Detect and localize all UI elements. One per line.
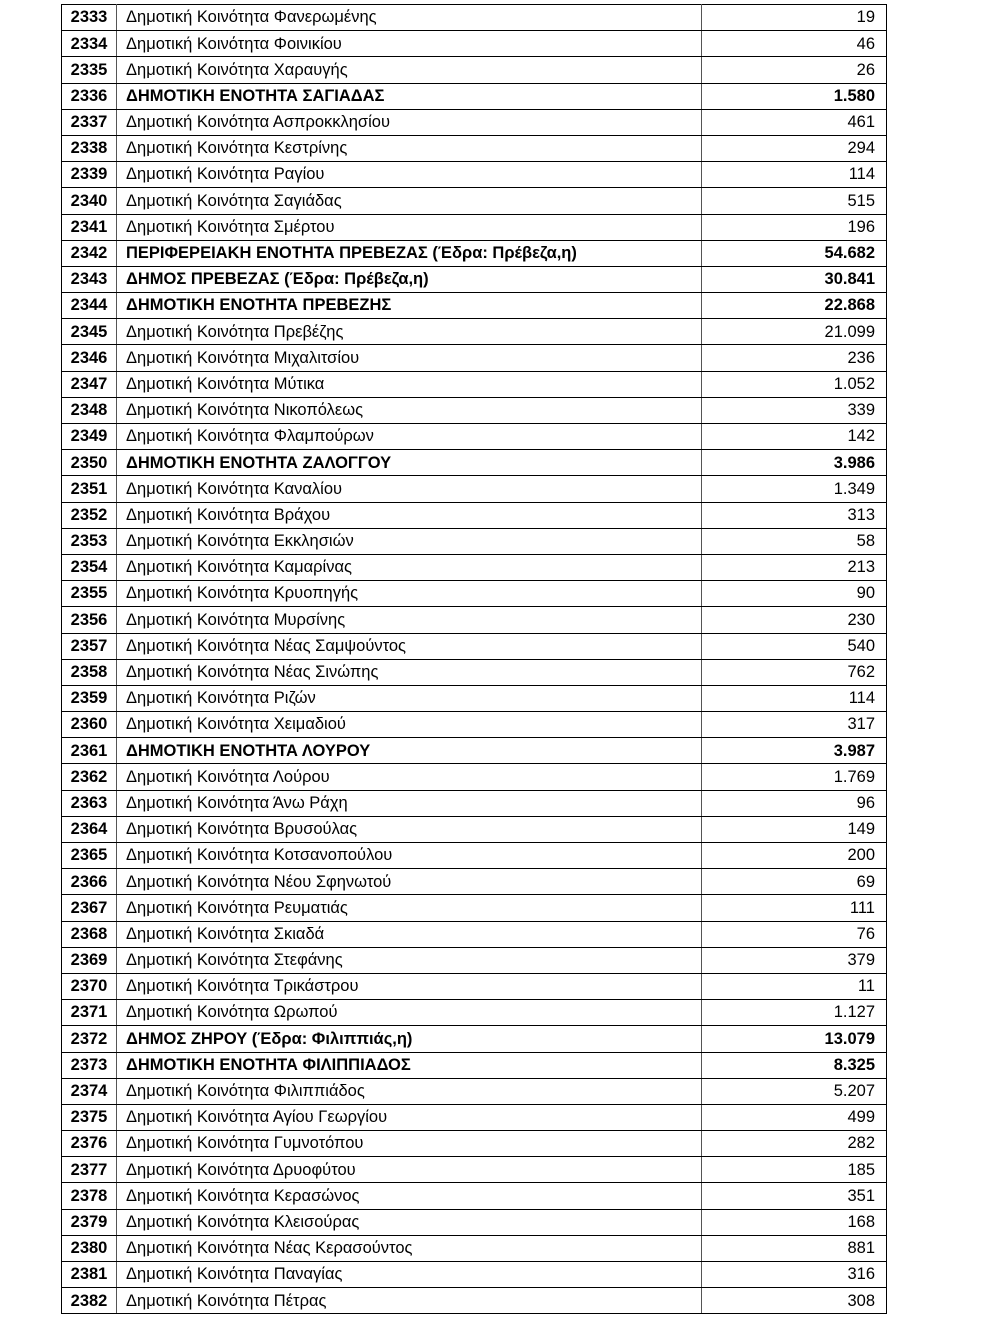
row-code-cell: 2371: [62, 1000, 117, 1026]
row-population-cell: 1.580: [702, 83, 887, 109]
table-row: [62, 1000, 887, 1026]
row-population-cell: 351: [702, 1183, 887, 1209]
table-row-subtotal: [62, 293, 887, 319]
row-name-cell: Δημοτική Κοινότητα Φιλιππιάδος: [117, 1078, 702, 1104]
row-name-cell: Δημοτική Κοινότητα Σκιαδά: [117, 921, 702, 947]
row-population-cell: 1.769: [702, 764, 887, 790]
row-name-cell: Δημοτική Κοινότητα Κρυοπηγής: [117, 581, 702, 607]
row-name-cell: ΔΗΜΟΤΙΚΗ ΕΝΟΤΗΤΑ ΣΑΓΙΑΔΑΣ: [117, 83, 702, 109]
row-code-cell: 2356: [62, 607, 117, 633]
row-population-cell: 111: [702, 895, 887, 921]
table-row-subtotal: [62, 266, 887, 292]
row-code-cell: 2364: [62, 816, 117, 842]
table-row: [62, 973, 887, 999]
row-population-cell: 515: [702, 188, 887, 214]
row-code-cell: 2373: [62, 1052, 117, 1078]
row-population-cell: 30.841: [702, 266, 887, 292]
row-name-cell: Δημοτική Κοινότητα Φοινικίου: [117, 31, 702, 57]
table-row: [62, 1104, 887, 1130]
table-row: [62, 371, 887, 397]
row-population-cell: 282: [702, 1131, 887, 1157]
row-population-cell: 185: [702, 1157, 887, 1183]
table-row: [62, 554, 887, 580]
row-code-cell: 2337: [62, 109, 117, 135]
table-row: [62, 895, 887, 921]
population-table-body: [62, 5, 887, 1314]
table-row: [62, 1209, 887, 1235]
table-row: [62, 1183, 887, 1209]
row-population-cell: 379: [702, 947, 887, 973]
row-population-cell: 196: [702, 214, 887, 240]
table-row: [62, 109, 887, 135]
table-row: [62, 528, 887, 554]
row-population-cell: 96: [702, 790, 887, 816]
row-population-cell: 22.868: [702, 293, 887, 319]
row-name-cell: Δημοτική Κοινότητα Βράχου: [117, 502, 702, 528]
row-population-cell: 1.349: [702, 476, 887, 502]
row-code-cell: 2370: [62, 973, 117, 999]
row-name-cell: ΔΗΜΟΣ ΖΗΡΟΥ (Έδρα: Φιλιππιάς,η): [117, 1026, 702, 1052]
table-row-subtotal: [62, 1026, 887, 1052]
row-code-cell: 2352: [62, 502, 117, 528]
row-population-cell: 13.079: [702, 1026, 887, 1052]
row-population-cell: 114: [702, 162, 887, 188]
row-population-cell: 114: [702, 685, 887, 711]
table-row: [62, 607, 887, 633]
table-row: [62, 764, 887, 790]
table-row-subtotal: [62, 738, 887, 764]
row-code-cell: 2333: [62, 5, 117, 31]
table-row-subtotal: [62, 240, 887, 266]
row-code-cell: 2374: [62, 1078, 117, 1104]
row-name-cell: Δημοτική Κοινότητα Γυμνοτόπου: [117, 1131, 702, 1157]
row-name-cell: Δημοτική Κοινότητα Ρευματιάς: [117, 895, 702, 921]
row-code-cell: 2360: [62, 712, 117, 738]
row-name-cell: Δημοτική Κοινότητα Χειμαδιού: [117, 712, 702, 738]
row-name-cell: Δημοτική Κοινότητα Σμέρτου: [117, 214, 702, 240]
row-code-cell: 2372: [62, 1026, 117, 1052]
table-row: [62, 162, 887, 188]
table-row: [62, 869, 887, 895]
row-population-cell: 461: [702, 109, 887, 135]
row-code-cell: 2353: [62, 528, 117, 554]
row-code-cell: 2369: [62, 947, 117, 973]
row-name-cell: Δημοτική Κοινότητα Νέας Σαμψούντος: [117, 633, 702, 659]
row-name-cell: Δημοτική Κοινότητα Νέας Σινώπης: [117, 659, 702, 685]
row-code-cell: 2334: [62, 31, 117, 57]
row-code-cell: 2382: [62, 1288, 117, 1314]
row-code-cell: 2354: [62, 554, 117, 580]
row-code-cell: 2345: [62, 319, 117, 345]
row-code-cell: 2362: [62, 764, 117, 790]
row-code-cell: 2377: [62, 1157, 117, 1183]
row-name-cell: Δημοτική Κοινότητα Λούρου: [117, 764, 702, 790]
row-population-cell: 308: [702, 1288, 887, 1314]
row-name-cell: ΔΗΜΟΤΙΚΗ ΕΝΟΤΗΤΑ ΖΑΛΟΓΓΟΥ: [117, 450, 702, 476]
row-name-cell: Δημοτική Κοινότητα Κλεισούρας: [117, 1209, 702, 1235]
table-row: [62, 1262, 887, 1288]
row-population-cell: 58: [702, 528, 887, 554]
row-code-cell: 2344: [62, 293, 117, 319]
row-name-cell: Δημοτική Κοινότητα Παναγίας: [117, 1262, 702, 1288]
row-code-cell: 2346: [62, 345, 117, 371]
row-code-cell: 2359: [62, 685, 117, 711]
row-name-cell: Δημοτική Κοινότητα Φανερωμένης: [117, 5, 702, 31]
row-name-cell: Δημοτική Κοινότητα Ωρωπού: [117, 1000, 702, 1026]
row-population-cell: 339: [702, 397, 887, 423]
row-code-cell: 2367: [62, 895, 117, 921]
row-population-cell: 762: [702, 659, 887, 685]
table-row-subtotal: [62, 83, 887, 109]
row-name-cell: ΔΗΜΟΤΙΚΗ ΕΝΟΤΗΤΑ ΠΡΕΒΕΖΗΣ: [117, 293, 702, 319]
row-name-cell: Δημοτική Κοινότητα Νέας Κερασούντος: [117, 1235, 702, 1261]
row-population-cell: 76: [702, 921, 887, 947]
table-row-subtotal: [62, 1052, 887, 1078]
row-name-cell: Δημοτική Κοινότητα Μυρσίνης: [117, 607, 702, 633]
table-row: [62, 581, 887, 607]
row-population-cell: 168: [702, 1209, 887, 1235]
table-row: [62, 659, 887, 685]
table-row: [62, 31, 887, 57]
row-name-cell: Δημοτική Κοινότητα Φλαμπούρων: [117, 424, 702, 450]
row-code-cell: 2381: [62, 1262, 117, 1288]
table-row: [62, 1131, 887, 1157]
row-name-cell: Δημοτική Κοινότητα Κοτσανοπούλου: [117, 843, 702, 869]
row-population-cell: 46: [702, 31, 887, 57]
row-name-cell: Δημοτική Κοινότητα Ραγίου: [117, 162, 702, 188]
table-row: [62, 424, 887, 450]
row-population-cell: 3.987: [702, 738, 887, 764]
row-name-cell: Δημοτική Κοινότητα Νικοπόλεως: [117, 397, 702, 423]
row-code-cell: 2341: [62, 214, 117, 240]
table-row: [62, 921, 887, 947]
row-name-cell: Δημοτική Κοινότητα Ασπροκκλησίου: [117, 109, 702, 135]
table-row: [62, 214, 887, 240]
row-population-cell: 317: [702, 712, 887, 738]
table-row: [62, 502, 887, 528]
row-name-cell: Δημοτική Κοινότητα Κερασώνος: [117, 1183, 702, 1209]
row-population-cell: 19: [702, 5, 887, 31]
row-code-cell: 2348: [62, 397, 117, 423]
row-population-cell: 1.127: [702, 1000, 887, 1026]
row-name-cell: Δημοτική Κοινότητα Άνω Ράχη: [117, 790, 702, 816]
row-population-cell: 90: [702, 581, 887, 607]
row-population-cell: 11: [702, 973, 887, 999]
row-code-cell: 2361: [62, 738, 117, 764]
row-population-cell: 21.099: [702, 319, 887, 345]
row-name-cell: Δημοτική Κοινότητα Καμαρίνας: [117, 554, 702, 580]
row-name-cell: Δημοτική Κοινότητα Καναλίου: [117, 476, 702, 502]
row-population-cell: 200: [702, 843, 887, 869]
table-row: [62, 816, 887, 842]
row-code-cell: 2343: [62, 266, 117, 292]
row-code-cell: 2338: [62, 135, 117, 161]
row-name-cell: Δημοτική Κοινότητα Πέτρας: [117, 1288, 702, 1314]
row-code-cell: 2365: [62, 843, 117, 869]
row-code-cell: 2342: [62, 240, 117, 266]
row-name-cell: Δημοτική Κοινότητα Δρυοφύτου: [117, 1157, 702, 1183]
table-row: [62, 1288, 887, 1314]
table-row: [62, 685, 887, 711]
row-code-cell: 2363: [62, 790, 117, 816]
table-row: [62, 319, 887, 345]
row-name-cell: ΔΗΜΟΤΙΚΗ ΕΝΟΤΗΤΑ ΦΙΛΙΠΠΙΑΔΟΣ: [117, 1052, 702, 1078]
row-population-cell: 540: [702, 633, 887, 659]
row-code-cell: 2336: [62, 83, 117, 109]
row-name-cell: Δημοτική Κοινότητα Βρυσούλας: [117, 816, 702, 842]
row-name-cell: Δημοτική Κοινότητα Πρεβέζης: [117, 319, 702, 345]
row-code-cell: 2379: [62, 1209, 117, 1235]
row-name-cell: Δημοτική Κοινότητα Μιχαλιτσίου: [117, 345, 702, 371]
row-code-cell: 2339: [62, 162, 117, 188]
row-code-cell: 2350: [62, 450, 117, 476]
table-row: [62, 790, 887, 816]
row-population-cell: 316: [702, 1262, 887, 1288]
row-code-cell: 2357: [62, 633, 117, 659]
row-population-cell: 26: [702, 57, 887, 83]
row-code-cell: 2375: [62, 1104, 117, 1130]
table-row: [62, 188, 887, 214]
table-row: [62, 345, 887, 371]
table-row: [62, 947, 887, 973]
row-population-cell: 213: [702, 554, 887, 580]
row-code-cell: 2349: [62, 424, 117, 450]
table-row: [62, 397, 887, 423]
table-row: [62, 1157, 887, 1183]
row-name-cell: Δημοτική Κοινότητα Ριζών: [117, 685, 702, 711]
row-population-cell: 294: [702, 135, 887, 161]
population-table: [61, 4, 887, 1314]
table-row: [62, 712, 887, 738]
table-row: [62, 476, 887, 502]
table-row: [62, 135, 887, 161]
row-population-cell: 69: [702, 869, 887, 895]
row-name-cell: Δημοτική Κοινότητα Τρικάστρου: [117, 973, 702, 999]
table-row: [62, 1078, 887, 1104]
row-name-cell: ΠΕΡΙΦΕΡΕΙΑΚΗ ΕΝΟΤΗΤΑ ΠΡΕΒΕΖΑΣ (Έδρα: Πρέβεζα,η): [117, 240, 702, 266]
row-name-cell: Δημοτική Κοινότητα Εκκλησιών: [117, 528, 702, 554]
table-row: [62, 633, 887, 659]
row-code-cell: 2376: [62, 1131, 117, 1157]
row-name-cell: Δημοτική Κοινότητα Χαραυγής: [117, 57, 702, 83]
row-population-cell: 881: [702, 1235, 887, 1261]
row-population-cell: 499: [702, 1104, 887, 1130]
row-name-cell: Δημοτική Κοινότητα Μύτικα: [117, 371, 702, 397]
row-population-cell: 149: [702, 816, 887, 842]
row-population-cell: 230: [702, 607, 887, 633]
row-name-cell: Δημοτική Κοινότητα Στεφάνης: [117, 947, 702, 973]
table-row: [62, 57, 887, 83]
row-population-cell: 3.986: [702, 450, 887, 476]
row-population-cell: 142: [702, 424, 887, 450]
row-population-cell: 236: [702, 345, 887, 371]
row-name-cell: Δημοτική Κοινότητα Αγίου Γεωργίου: [117, 1104, 702, 1130]
row-code-cell: 2355: [62, 581, 117, 607]
row-code-cell: 2351: [62, 476, 117, 502]
row-code-cell: 2378: [62, 1183, 117, 1209]
table-row-subtotal: [62, 450, 887, 476]
row-code-cell: 2380: [62, 1235, 117, 1261]
row-name-cell: ΔΗΜΟΤΙΚΗ ΕΝΟΤΗΤΑ ΛΟΥΡΟΥ: [117, 738, 702, 764]
row-name-cell: Δημοτική Κοινότητα Κεστρίνης: [117, 135, 702, 161]
row-code-cell: 2368: [62, 921, 117, 947]
row-population-cell: 1.052: [702, 371, 887, 397]
row-population-cell: 5.207: [702, 1078, 887, 1104]
row-population-cell: 54.682: [702, 240, 887, 266]
table-row: [62, 5, 887, 31]
row-code-cell: 2358: [62, 659, 117, 685]
table-row: [62, 843, 887, 869]
table-row: [62, 1235, 887, 1261]
row-population-cell: 8.325: [702, 1052, 887, 1078]
row-name-cell: ΔΗΜΟΣ ΠΡΕΒΕΖΑΣ (Έδρα: Πρέβεζα,η): [117, 266, 702, 292]
row-code-cell: 2366: [62, 869, 117, 895]
row-population-cell: 313: [702, 502, 887, 528]
row-name-cell: Δημοτική Κοινότητα Νέου Σφηνωτού: [117, 869, 702, 895]
row-code-cell: 2340: [62, 188, 117, 214]
row-code-cell: 2335: [62, 57, 117, 83]
row-name-cell: Δημοτική Κοινότητα Σαγιάδας: [117, 188, 702, 214]
row-code-cell: 2347: [62, 371, 117, 397]
